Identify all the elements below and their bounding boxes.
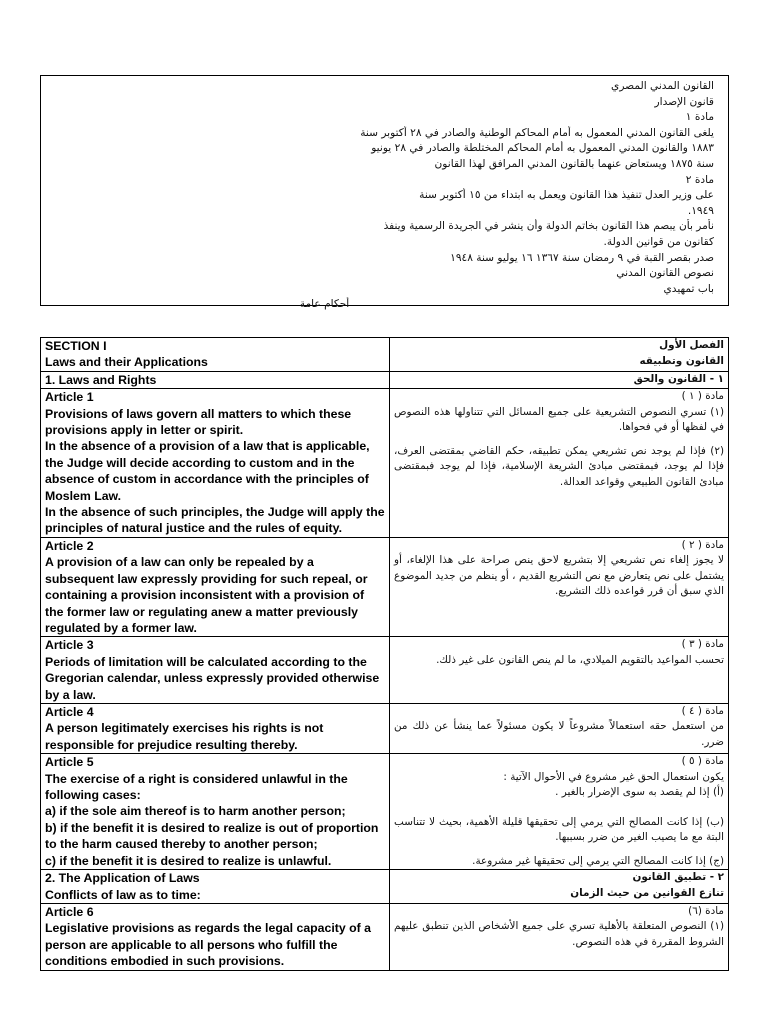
table-row bbox=[41, 371, 729, 388]
preamble-box bbox=[40, 75, 729, 311]
english-cell bbox=[41, 338, 390, 372]
article-text: c) if the benefit it is desired to realize is unlawful. bbox=[45, 853, 332, 868]
article-text: A provision of a law can only be repealed by a subsequent law expressly providing for such repeal, or containing a provision inconsistent with a provision of the former law or regulating anew a matter previously regulated by a former law. bbox=[45, 555, 368, 635]
preamble-line: القانون المدني المصري bbox=[611, 80, 714, 92]
table-row bbox=[41, 338, 729, 372]
article-title: Article 3 bbox=[45, 638, 94, 653]
english-cell bbox=[41, 754, 390, 870]
subsection-title-ar: ٢ - تطبيق القانون bbox=[632, 871, 724, 884]
article-title: Article 5 bbox=[45, 755, 94, 770]
article-text: Provisions of laws govern all matters to which these provisions apply in letter or spirit. bbox=[45, 406, 352, 438]
subsection-title-ar: ١ - القانون والحق bbox=[633, 372, 724, 385]
article-title-ar: مادة ( ٣ ) bbox=[681, 638, 724, 651]
article-title: Article 4 bbox=[45, 704, 94, 719]
subsection-title: 1. Laws and Rights bbox=[45, 372, 157, 387]
subsection-subtitle-ar: تنازع القوانين من حيث الزمان bbox=[570, 886, 724, 899]
preamble-line: نصوص القانون المدني bbox=[616, 267, 714, 280]
table-row bbox=[41, 703, 729, 753]
article-text-ar: (١) تسري النصوص التشريعية على جميع المسائل التي تتناولها هذه النصوص في لفظها أو في فحواها. bbox=[394, 405, 724, 434]
article-text-ar: (ج) إذا كانت المصالح التي يرمي إلى تحقيقها غير مشروعة. bbox=[472, 854, 724, 867]
arabic-cell bbox=[390, 637, 729, 704]
article-text: The exercise of a right is considered unlawful in the following cases: bbox=[45, 771, 348, 802]
article-text-ar: لا يجوز إلغاء نص تشريعي إلا بتشريع لاحق ينص صراحة على هذا الإلغاء، أو يشتمل على نص يتعارض مع نص التشريع القديم ، أو ينظم من جديد الموضوع الذي سبق أن قرر قواعده ذلك التشريع. bbox=[394, 554, 724, 598]
preamble-line: قانون الإصدار bbox=[654, 95, 714, 108]
english-cell bbox=[41, 537, 390, 636]
article-title-ar: مادة ( ٢ ) bbox=[681, 538, 724, 551]
preamble-line: يلغى القانون المدني المعمول به أمام المحاكم الوطنية والصادر في ٢٨ أكتوبر سنة bbox=[360, 126, 714, 139]
article-title-ar: مادة (٦) bbox=[688, 904, 724, 917]
arabic-cell bbox=[390, 371, 729, 388]
article-text: A person legitimately exercises his rights is not responsible for prejudice resulting thereby. bbox=[45, 721, 324, 752]
arabic-cell bbox=[390, 703, 729, 753]
preamble-line: كقانون من قوانين الدولة. bbox=[603, 235, 714, 248]
article-text-ar: تحسب المواعيد بالتقويم الميلادي، ما لم ينص القانون على غير ذلك. bbox=[436, 653, 724, 666]
article-text: Periods of limitation will be calculated according to the Gregorian calendar, unless expressly provided otherwise by a law. bbox=[45, 654, 380, 702]
article-title: Article 6 bbox=[45, 904, 94, 919]
english-cell bbox=[41, 371, 390, 388]
bilingual-law-table bbox=[40, 337, 729, 971]
article-text-ar: (أ) إذا لم يقصد به سوى الإضرار بالغير . bbox=[555, 786, 724, 799]
preamble-line: ١٨٨٣ والقانون المدني المعمول به أمام المحاكم المختلطة والصادر في ٢٨ يونيو bbox=[371, 142, 714, 155]
table-row bbox=[41, 870, 729, 904]
subsection-subtitle: Conflicts of law as to time: bbox=[45, 887, 201, 902]
article-text-ar: (ب) إذا كانت المصالح التي يرمي إلى تحقيقها قليلة الأهمية، بحيث لا تتناسب البتة مع ما يصيب الغير من ضرر بسببها. bbox=[394, 815, 724, 844]
preamble-line: مادة ٢ bbox=[685, 173, 714, 186]
english-cell bbox=[41, 637, 390, 704]
english-cell bbox=[41, 870, 390, 904]
arabic-cell bbox=[390, 754, 729, 870]
article-text: In the absence of such principles, the Judge will apply the principles of natural justice and the rules of equity. bbox=[45, 505, 385, 536]
article-title: Article 1 bbox=[45, 390, 94, 405]
article-text-ar: (٢) فإذا لم يوجد نص تشريعي يمكن تطبيقه، حكم القاضي بمقتضى العرف، فإذا لم يوجد، فبمقتضى مبادئ الشريعة الإسلامية، فإذا لم يوجد فبمقتضى مبادئ القانون الطبيعي وقواعد العدالة. bbox=[394, 444, 724, 488]
article-text: Legislative provisions as regards the legal capacity of a person are applicable to all persons who fulfill the conditions embodied in such provisions. bbox=[45, 921, 371, 969]
article-title: Article 2 bbox=[45, 538, 94, 553]
english-cell bbox=[41, 703, 390, 753]
arabic-cell bbox=[390, 870, 729, 904]
preamble-line: مادة ١ bbox=[685, 111, 714, 124]
preamble-line: نأمر بأن يبصم هذا القانون بخاتم الدولة وأن ينشر في الجريدة الرسمية وينفذ bbox=[383, 220, 714, 233]
preamble-line: سنة ١٨٧٥ ويستعاض عنهما بالقانون المدني المرافق لهذا القانون bbox=[434, 157, 714, 170]
article-text: b) if the benefit it is desired to realize is out of proportion to the harm caused thereby to another person; bbox=[45, 820, 379, 852]
article-title-ar: مادة ( ١ ) bbox=[681, 390, 724, 403]
preamble-line: صدر بقصر القبة في ٩ رمضان سنة ١٣٦٧ ١٦ يوليو سنة ١٩٤٨ bbox=[450, 251, 714, 264]
table-row bbox=[41, 754, 729, 870]
english-cell bbox=[41, 389, 390, 538]
arabic-cell bbox=[390, 903, 729, 970]
table-row bbox=[41, 537, 729, 636]
section-title: SECTION I bbox=[45, 339, 107, 353]
preamble-line: باب تمهيدي bbox=[663, 282, 714, 295]
section-subtitle: Laws and their Applications bbox=[45, 355, 208, 370]
general-provisions-heading: أحكام عامة bbox=[299, 298, 350, 311]
preamble-line: ١٩٤٩. bbox=[687, 204, 714, 217]
arabic-cell bbox=[390, 537, 729, 636]
table-row bbox=[41, 903, 729, 970]
table-row bbox=[41, 389, 729, 538]
article-text: In the absence of a provision of a law that is applicable, the Judge will decide according to custom and in the absence of custom in accordance with the principles of Moslem Law. bbox=[45, 439, 370, 503]
english-cell bbox=[41, 903, 390, 970]
table-row bbox=[41, 637, 729, 704]
article-title-ar: مادة ( ٥ ) bbox=[681, 755, 724, 768]
arabic-cell bbox=[390, 338, 729, 372]
article-text: a) if the sole aim thereof is to harm another person; bbox=[45, 804, 346, 819]
article-text-ar: من استعمل حقه استعمالاً مشروعاً لا يكون مسئولاً عما ينشأ عن ذلك من ضرر. bbox=[394, 720, 724, 748]
article-text-ar: يكون استعمال الحق غير مشروع في الأحوال الآتية : bbox=[503, 770, 724, 783]
article-text-ar: (١) النصوص المتعلقة بالأهلية تسري على جميع الأشخاص الذين تنطبق عليهم الشروط المقررة في هذه النصوص. bbox=[394, 920, 724, 948]
preamble-line: على وزير العدل تنفيذ هذا القانون ويعمل به ابتداء من ١٥ أكتوبر سنة bbox=[419, 189, 714, 202]
arabic-cell bbox=[390, 389, 729, 538]
section-title-ar: الفصل الأول bbox=[659, 339, 724, 351]
section-subtitle-ar: القانون وتطبيقه bbox=[639, 354, 724, 367]
article-title-ar: مادة ( ٤ ) bbox=[681, 704, 724, 717]
subsection-title: 2. The Application of Laws bbox=[45, 871, 200, 886]
